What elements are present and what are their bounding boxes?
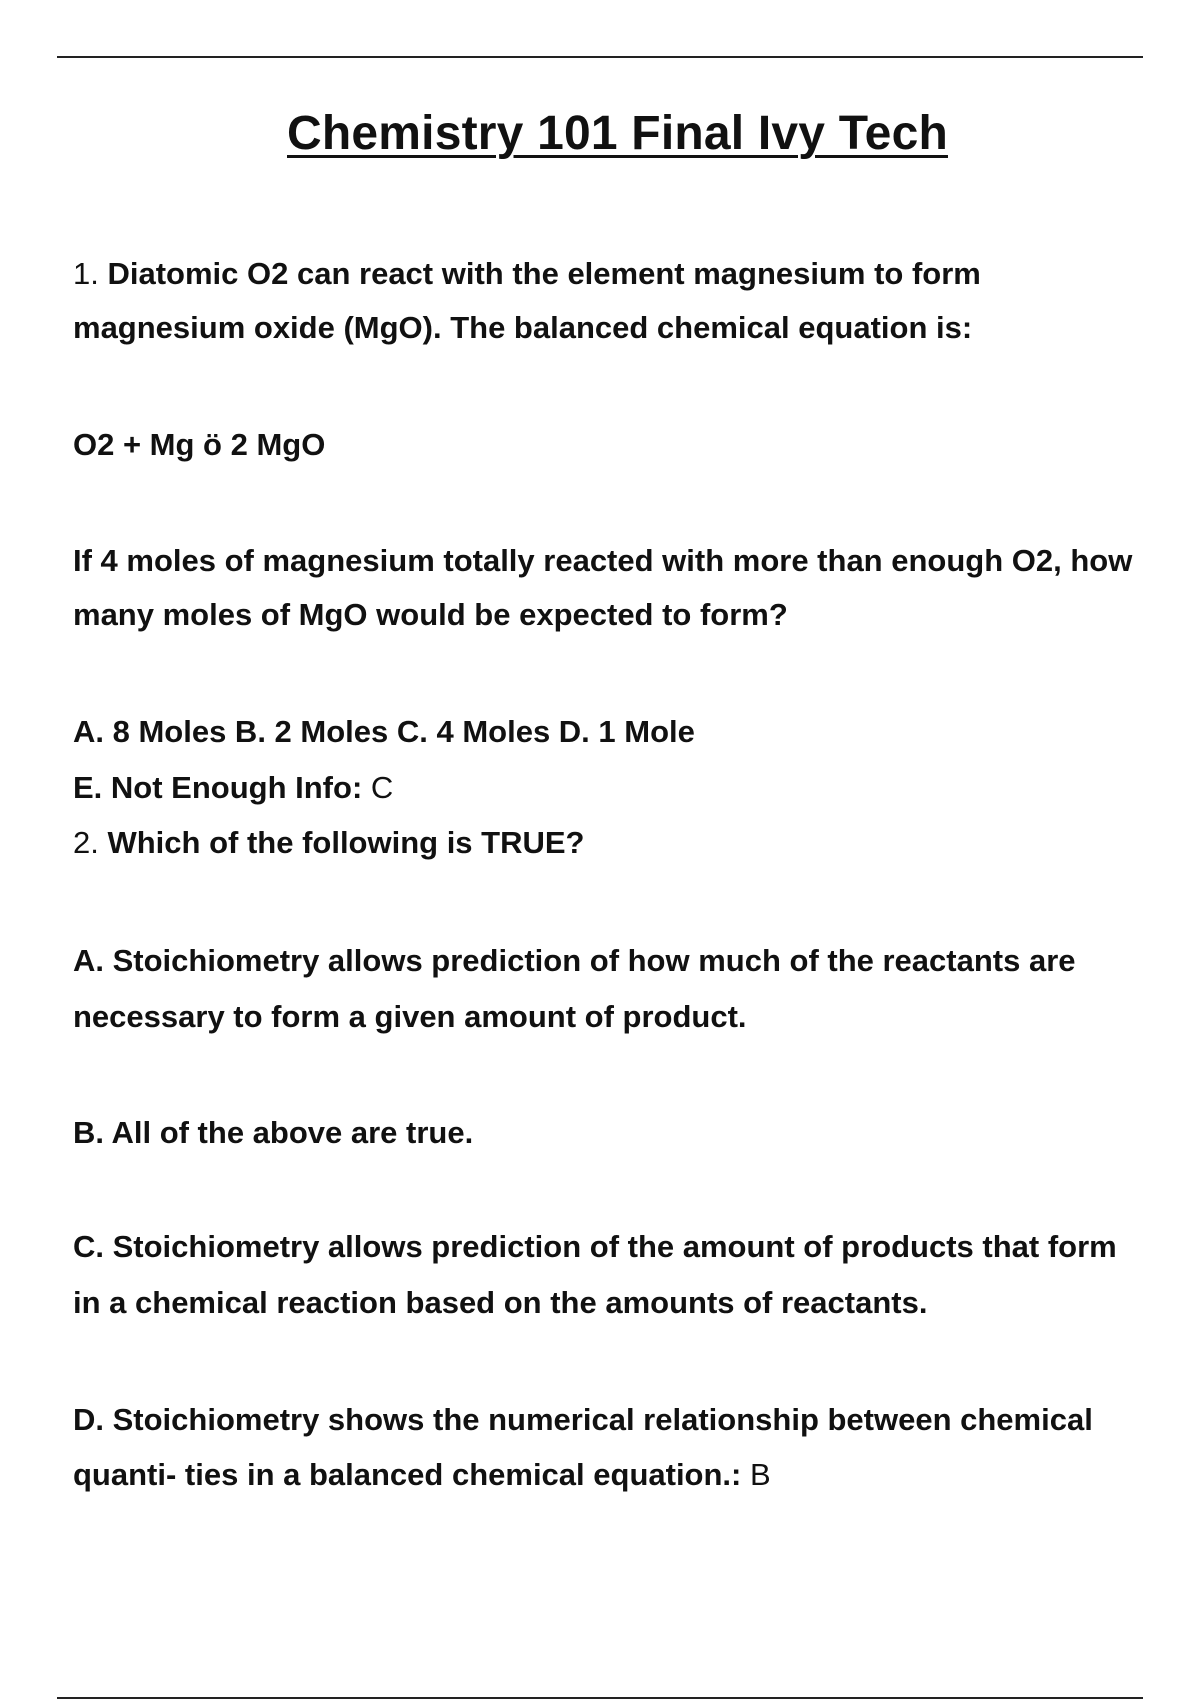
- q2-option-c-line1: C. Stoichiometry allows prediction of the amount of products that form: [73, 1229, 1117, 1264]
- q2-option-a-line1: A. Stoichiometry allows prediction of how much of the reactants are: [73, 943, 1076, 978]
- q2-text: Which of the following is TRUE?: [107, 825, 585, 860]
- q1-option-e-label: E. Not Enough Info:: [73, 770, 363, 805]
- q2-option-d-line2-label: quanti- ties in a balanced chemical equation.:: [73, 1457, 742, 1492]
- q1-number: 1.: [73, 256, 99, 291]
- q2-number: 2.: [73, 825, 99, 860]
- q1-options-line2: [73, 768, 393, 808]
- q2-option-d-line1: D. Stoichiometry shows the numerical relationship between chemical: [73, 1402, 1093, 1437]
- document-title: Chemistry 101 Final Ivy Tech: [287, 107, 948, 160]
- q2-answer: B: [750, 1457, 771, 1492]
- q1-text-line2: magnesium oxide (MgO). The balanced chemical equation is:: [73, 310, 973, 345]
- q1-options-line1: A. 8 Moles B. 2 Moles C. 4 Moles D. 1 Mole: [73, 714, 695, 749]
- q1-line-1: [73, 254, 981, 294]
- top-divider: [57, 56, 1143, 58]
- q2-option-d-line2: [73, 1455, 771, 1495]
- q2-option-c-line2: in a chemical reaction based on the amounts of reactants.: [73, 1285, 928, 1320]
- q2-option-b: B. All of the above are true.: [73, 1115, 474, 1150]
- q1-answer: C: [370, 770, 394, 805]
- q1-equation: O2 + Mg ö 2 MgO: [73, 427, 326, 462]
- q1-question-line2: many moles of MgO would be expected to form?: [73, 597, 788, 632]
- q2-option-a-line2: necessary to form a given amount of product.: [73, 999, 747, 1034]
- bottom-divider: [57, 1697, 1143, 1699]
- q2-line-1: [73, 823, 585, 863]
- q1-text-line1: Diatomic O2 can react with the element magnesium to form: [107, 256, 981, 291]
- q1-question-line1: If 4 moles of magnesium totally reacted with more than enough O2, how: [73, 543, 1133, 578]
